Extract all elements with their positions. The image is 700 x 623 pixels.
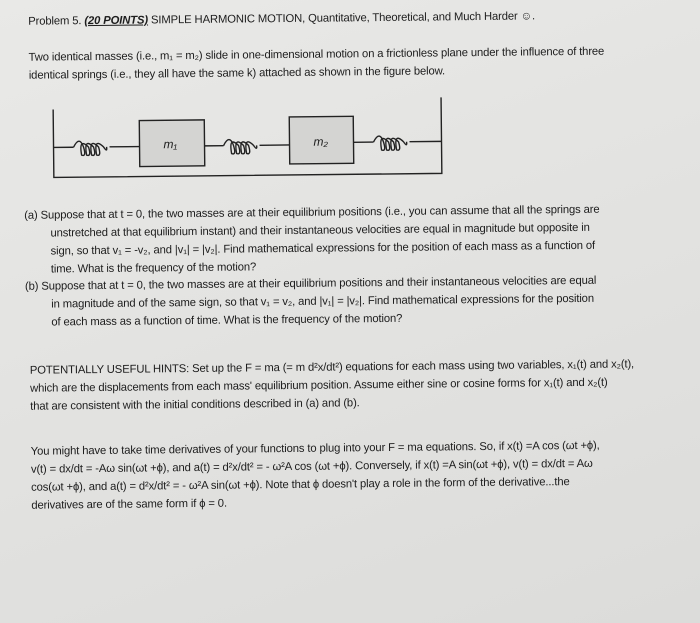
part-a-line: (a) Suppose that at t = 0, the two masses are at their equilibrium positions (i.e., you can assume that all the springs are xyxy=(24,203,600,222)
derivatives-line: v(t) = dx/dt = -Aω sin(ωt +ϕ), and a(t) = d²x/dt² = - ω²A cos (ωt +ϕ). Conversely, if x(t) =A sin(ωt +ϕ), v(t) = dx/dt = Aω xyxy=(30,457,593,476)
intro-line: Two identical masses (i.e., m₁ = m₂) slide in one-dimensional motion on a frictionless plane under the influence of three xyxy=(28,45,605,64)
spring-middle-wire xyxy=(205,145,290,146)
walls-and-floor xyxy=(53,97,442,177)
part-b-line: in magnitude and of the same sign, so that v₁ = v₂, and |v₁| = |v₂|. Find mathematical expressions for the position xyxy=(51,292,594,311)
intro-line: identical springs (i.e., they all have the same k) attached as shown in the figure below. xyxy=(28,65,446,82)
problem-heading: SIMPLE HARMONIC MOTION, Quantitative, Theoretical, and Much Harder ☺. xyxy=(150,10,535,27)
points-label: (20 POINTS) xyxy=(84,14,149,28)
derivatives-line: You might have to take time derivatives of your functions to plug into your F = ma equations. So, if x(t) =A cos (ωt +ϕ), xyxy=(30,439,600,458)
part-a-line: time. What is the frequency of the motion? xyxy=(50,261,257,276)
derivatives-line: cos(ωt +ϕ), and a(t) = d²x/dt² = - ω²A sin(ωt +ϕ). Note that ϕ doesn't play a role in the form of the derivative...the xyxy=(31,476,570,494)
spring-left xyxy=(73,141,106,156)
derivatives-line: derivatives are of the same form if ϕ = 0. xyxy=(31,497,227,512)
part-a-line: sign, so that v₁ = -v₂, and |v₁| = |v₂|. Find mathematical expressions for the position of each mass as a function of xyxy=(50,239,595,258)
part-a-line: unstretched at that equilibrium instant) and their instantaneous velocities are equal in magnitude but opposite in xyxy=(50,221,590,240)
hints-line: that are consistent with the initial conditions described in (a) and (b). xyxy=(30,397,360,413)
hints-line: POTENTIALLY USEFUL HINTS: Set up the F = ma (= m d²x/dt²) equations for each mass using two variables, x₁(t) and x₂(t), xyxy=(29,358,635,377)
spring-mass-figure xyxy=(0,0,700,200)
mass-2-label: m₂ xyxy=(313,134,328,149)
part-b-line: (b) Suppose that at t = 0, the two masses are at their equilibrium positions and their instantaneous velocities are equal xyxy=(24,274,597,293)
mass-1-label: m₁ xyxy=(163,137,178,152)
part-b-line: of each mass as a function of time. What is the frequency of the motion? xyxy=(51,312,403,329)
hints-line: which are the displacements from each mass' equilibrium position. Assume either sine or cosine forms for x₁(t) and x₂(t) xyxy=(30,376,608,395)
problem-number: Problem 5. xyxy=(28,15,82,28)
spring-right xyxy=(373,136,406,151)
spring-middle xyxy=(223,139,256,154)
